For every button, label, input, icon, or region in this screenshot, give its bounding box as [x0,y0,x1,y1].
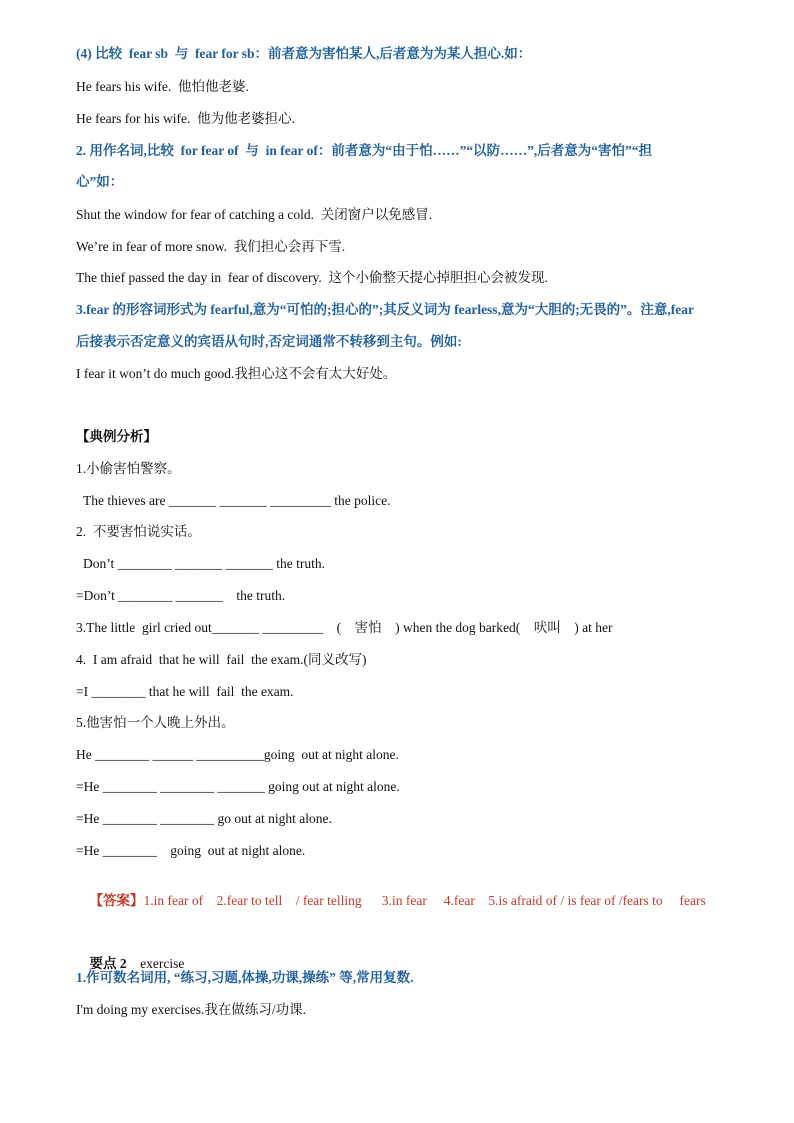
exercise-section-title: 【典例分析】 [76,429,157,444]
exercise-blank-line: =Don’t ________ _______ the truth. [76,588,286,603]
example-sentence: I fear it won’t do much good.我担心这不会有太大好处。 [76,366,397,381]
key-point-word: exercise [126,956,185,971]
section-heading-continued: 心”如： [76,174,124,189]
exercise-blank-line: Don’t ________ _______ _______ the truth. [83,556,325,571]
exercise-prompt: 2. 不要害怕说实话。 [76,524,201,539]
example-sentence: He fears his wife. 他怕他老婆. [76,79,249,94]
section-heading-noun-usage: 2. 用作名词,比较 for fear of 与 in fear of：前者意为“由于怕……”“以防……”,后者意为“害怕”“担 [76,143,652,158]
section-heading-countable-noun: 1.作可数名词用, “练习,习题,体操,功课,操练” 等,常用复数. [76,970,414,985]
answer-text: 1.in fear of 2.fear to tell / fear telling 3.in fear 4.fear 5.is afraid of / is fear of /fears to fears [143,893,706,908]
example-sentence: We’re in fear of more snow. 我们担心会再下雪. [76,239,346,254]
exercise-prompt: 3.The little girl cried out_______ _________ ( 害怕 ) when the dog barked( 吠叫 ) at her [76,620,613,635]
exercise-prompt: 5.他害怕一个人晚上外出。 [76,715,235,730]
example-sentence: I'm doing my exercises.我在做练习/功课. [76,1002,307,1017]
section-heading-fear-vs-fear-for: (4) 比较 fear sb 与 fear for sb：前者意为害怕某人,后者意为为某人担心.如： [76,46,532,61]
answer-line [76,874,706,928]
exercise-blank-line: He ________ ______ __________going out at night alone. [76,747,399,762]
exercise-prompt: 4. I am afraid that he will fail the exam.(同义改写) [76,652,367,667]
answer-label: 【答案】 [89,893,144,908]
example-sentence: The thief passed the day in fear of discovery. 这个小偷整天提心掉胆担心会被发现. [76,270,548,285]
exercise-blank-line: The thieves are _______ _______ _________ the police. [83,493,391,508]
exercise-blank-line: =He ________ ________ go out at night alone. [76,811,332,826]
example-sentence: Shut the window for fear of catching a cold. 关闭窗户以免感冒. [76,207,433,222]
exercise-blank-line: =He ________ going out at night alone. [76,843,306,858]
exercise-blank-line: =I ________ that he will fail the exam. [76,684,294,699]
exercise-blank-line: =He ________ ________ _______ going out at night alone. [76,779,400,794]
key-point-label: 要点 2 [89,956,127,971]
example-sentence: He fears for his wife. 他为他老婆担心. [76,111,295,126]
section-heading-adjective-form: 3.fear 的形容词形式为 fearful,意为“可怕的;担心的”;其反义词为 fearless,意为“大胆的;无畏的”。注意,fear [76,302,695,317]
exercise-prompt: 1.小偷害怕警察。 [76,461,181,476]
section-heading-continued: 后接表示否定意义的宾语从句时,否定词通常不转移到主句。例如: [76,334,462,349]
